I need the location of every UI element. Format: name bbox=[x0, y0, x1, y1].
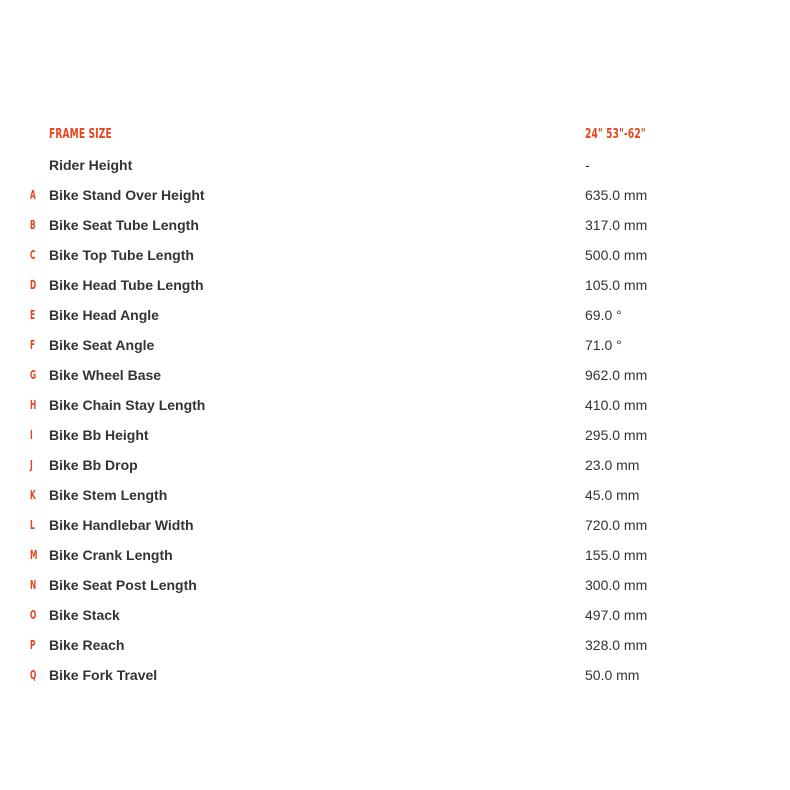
row-label: Bike Stand Over Height bbox=[49, 187, 205, 203]
table-row bbox=[0, 180, 790, 210]
row-letter: K bbox=[30, 488, 36, 502]
table-row bbox=[0, 570, 790, 600]
row-value: 410.0 mm bbox=[585, 397, 648, 413]
table-row bbox=[0, 360, 790, 390]
table-row bbox=[0, 420, 790, 450]
row-label: Bike Wheel Base bbox=[49, 367, 162, 383]
row-label: Bike Head Tube Length bbox=[49, 277, 204, 293]
row-letter: B bbox=[30, 218, 36, 232]
row-letter: Q bbox=[30, 668, 37, 682]
row-label: Bike Bb Height bbox=[49, 427, 149, 443]
table-row bbox=[0, 450, 790, 480]
table-row bbox=[0, 210, 790, 240]
row-value: 500.0 mm bbox=[585, 247, 648, 263]
table-row bbox=[0, 480, 790, 510]
row-value: 155.0 mm bbox=[585, 547, 648, 563]
row-value: 328.0 mm bbox=[585, 637, 648, 653]
table-row bbox=[0, 300, 790, 330]
row-letter: C bbox=[30, 248, 36, 262]
table-row bbox=[0, 240, 790, 270]
row-label: Bike Handlebar Width bbox=[49, 517, 194, 533]
table-row bbox=[0, 660, 790, 690]
table-row bbox=[0, 540, 790, 570]
row-letter: J bbox=[30, 458, 33, 472]
table-row bbox=[0, 600, 790, 630]
row-letter: A bbox=[30, 188, 36, 202]
row-letter: E bbox=[30, 308, 36, 322]
row-label: Bike Crank Length bbox=[49, 547, 173, 563]
row-value: 720.0 mm bbox=[585, 517, 648, 533]
row-label: Bike Seat Angle bbox=[49, 337, 155, 353]
row-letter: O bbox=[30, 608, 37, 622]
table-row bbox=[0, 330, 790, 360]
row-label: Bike Bb Drop bbox=[49, 457, 138, 473]
row-label: Rider Height bbox=[49, 157, 133, 173]
row-value: 50.0 mm bbox=[585, 667, 640, 683]
row-label: Bike Top Tube Length bbox=[49, 247, 194, 263]
table-row bbox=[0, 510, 790, 540]
table-row bbox=[0, 270, 790, 300]
table-row bbox=[0, 150, 790, 180]
frame-size-value: 24" 53"-62" bbox=[585, 127, 646, 142]
row-label: Bike Seat Tube Length bbox=[49, 217, 199, 233]
table-row bbox=[0, 630, 790, 660]
row-label: Bike Stem Length bbox=[49, 487, 168, 503]
row-letter: D bbox=[30, 278, 37, 292]
row-value: 962.0 mm bbox=[585, 367, 648, 383]
row-value: - bbox=[585, 157, 590, 173]
table-header-row bbox=[0, 120, 790, 150]
geometry-table bbox=[0, 120, 790, 690]
row-value: 497.0 mm bbox=[585, 607, 648, 623]
row-value: 105.0 mm bbox=[585, 277, 648, 293]
row-label: Bike Reach bbox=[49, 637, 125, 653]
row-label: Bike Stack bbox=[49, 607, 120, 623]
row-letter: N bbox=[30, 578, 37, 592]
row-value: 635.0 mm bbox=[585, 187, 648, 203]
row-letter: M bbox=[30, 548, 38, 562]
frame-size-heading: FRAME SIZE bbox=[49, 127, 112, 142]
row-value: 295.0 mm bbox=[585, 427, 648, 443]
row-value: 300.0 mm bbox=[585, 577, 648, 593]
row-label: Bike Seat Post Length bbox=[49, 577, 197, 593]
row-letter: H bbox=[30, 398, 37, 412]
row-label: Bike Chain Stay Length bbox=[49, 397, 206, 413]
row-letter: F bbox=[30, 338, 36, 352]
row-letter: I bbox=[30, 428, 33, 442]
row-value: 45.0 mm bbox=[585, 487, 640, 503]
row-value: 69.0 ° bbox=[585, 307, 622, 323]
row-label: Bike Head Angle bbox=[49, 307, 159, 323]
row-value: 317.0 mm bbox=[585, 217, 648, 233]
table-row bbox=[0, 390, 790, 420]
row-letter: L bbox=[30, 518, 35, 532]
row-letter: G bbox=[30, 368, 37, 382]
row-letter: P bbox=[30, 638, 36, 652]
row-value: 71.0 ° bbox=[585, 337, 622, 353]
row-label: Bike Fork Travel bbox=[49, 667, 158, 683]
row-value: 23.0 mm bbox=[585, 457, 640, 473]
